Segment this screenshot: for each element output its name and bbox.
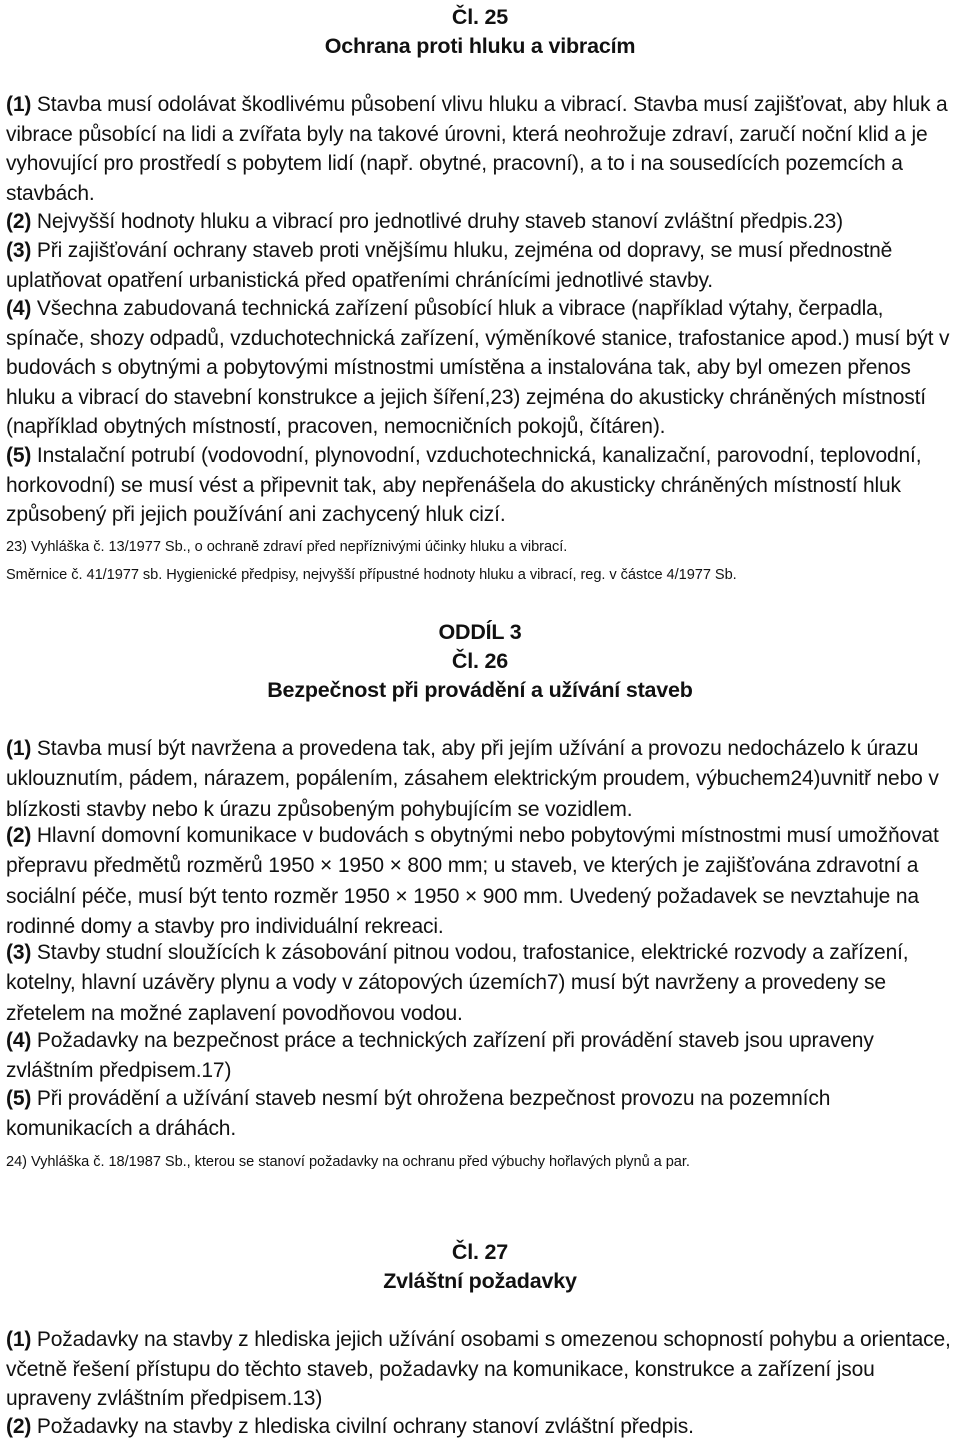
article-25-paragraph-5 — [6, 441, 956, 530]
paragraph-text: Stavba musí odolávat škodlivému působení vlivu hluku a vibrací. Stavba musí zajišťovat, aby hluk a vibrace působící na lidi a zvířata byly na takové úrovni, která neohrožuje zdraví, zaručí noční klid a je vyhovující pro prostředí s pobytem lidí (např. obytné, pracovní), a to i na sousedících pozemcích a stavbách. — [6, 93, 948, 205]
article-25-paragraph-1 — [6, 90, 956, 208]
paragraph-text: Požadavky na stavby z hlediska civilní ochrany stanoví zvláštní předpis. — [31, 1415, 694, 1438]
paragraph-number: (3) — [6, 941, 32, 964]
paragraph-number: (4) — [6, 297, 32, 320]
paragraph-number: (2) — [6, 210, 32, 233]
paragraph-text: Hlavní domovní komunikace v budovách s obytnými nebo pobytovými místnostmi musí umožňovat přepravu předmětů rozměrů 1950 × 1950 × 800 mm; u staveb, ve kterých je zajišťována zdravotní a sociální péče, musí být tento rozměr 1950 × 1950 × 900 mm. Uvedený požadavek se nevztahuje na rodinné domy a stavby pro individuální rekreaci. — [6, 824, 939, 939]
paragraph-number: (1) — [6, 93, 32, 116]
paragraph-text: Při zajišťování ochrany staveb proti vnějšímu hluku, zejména od dopravy, se musí přednostně uplatňovat opatření urbanistická před opatřeními chránícími jednotlivé stavby. — [6, 239, 893, 292]
paragraph-number: (5) — [6, 444, 32, 467]
paragraph-text: Stavby studní sloužících k zásobování pitnou vodou, trafostanice, elektrické rozvody a zařízení, kotelny, hlavní uzávěry plynu a vody v zátopových územích7) musí být navrženy a provedeny se zřetelem na možné zaplavení povodňovou vodou. — [6, 941, 909, 1025]
paragraph-number: (5) — [6, 1087, 32, 1110]
article-26-paragraph-3 — [6, 938, 956, 1029]
article-26-number: Čl. 26 — [451, 649, 509, 673]
article-27-number: Čl. 27 — [451, 1240, 509, 1264]
paragraph-text: Nejvyšší hodnoty hluku a vibrací pro jednotlivé druhy staveb stanoví zvláštní předpis.23) — [31, 210, 843, 233]
paragraph-number: (2) — [6, 824, 32, 847]
article-26-paragraph-2 — [6, 821, 956, 943]
paragraph-number: (3) — [6, 239, 32, 262]
paragraph-number: (4) — [6, 1029, 32, 1052]
article-25-paragraph-2 — [6, 207, 956, 237]
paragraph-text: Všechna zabudovaná technická zařízení působící hluk a vibrace (například výtahy, čerpadla, spínače, shozy odpadů, vzduchotechnická zařízení, výměníkové stanice, trafostanice apod.) musí být v budovách s obytnými a pobytovými místnostmi umístěna a instalována tak, aby byl omezen přenos hluku a vibrací do stavební konstrukce a jejich šíření,23) zejména do akusticky chráněných místností (například obytných místností, pracoven, nemocničních pokojů, čítáren). — [6, 297, 950, 439]
article-26-paragraph-4 — [6, 1026, 956, 1087]
footnote-23-directive: Směrnice č. 41/1977 sb. Hygienické předpisy, nejvyšší přípustné hodnoty hluku a vibrací, reg. v částce 4/1977 Sb. — [6, 567, 737, 583]
paragraph-text: Instalační potrubí (vodovodní, plynovodní, vzduchotechnická, kanalizační, parovodní, teplovodní, horkovodní) se musí vést a připevnit tak, aby nepřenášela do akusticky chráněných místností hluk způsobený při jejich používání ani zachycený hluk cizí. — [6, 444, 922, 527]
paragraph-number: (2) — [6, 1415, 32, 1438]
article-27-title: Zvláštní požadavky — [383, 1269, 577, 1293]
article-26-title: Bezpečnost při provádění a užívání staveb — [267, 678, 693, 702]
paragraph-text: Požadavky na bezpečnost práce a technických zařízení při provádění staveb jsou upraveny zvláštním předpisem.17) — [6, 1029, 874, 1083]
paragraph-text: Požadavky na stavby z hlediska jejich užívání osobami s omezenou schopností pohybu a orientace, včetně řešení přístupu do těchto staveb, požadavky na komunikace, konstrukce a zařízení jsou upraveny zvláštním předpisem.13) — [6, 1328, 951, 1411]
article-27-paragraph-2 — [6, 1412, 956, 1442]
footnote-23: 23) Vyhláška č. 13/1977 Sb., o ochraně zdraví před nepříznivými účinky hluku a vibrací. — [6, 539, 568, 555]
article-25-paragraph-4 — [6, 294, 956, 442]
article-25-title: Ochrana proti hluku a vibracím — [324, 34, 636, 58]
article-26-paragraph-1 — [6, 734, 956, 825]
article-26-paragraph-5 — [6, 1084, 956, 1145]
paragraph-number: (1) — [6, 737, 32, 760]
section-3-label: ODDÍL 3 — [438, 620, 522, 644]
footnote-24: 24) Vyhláška č. 18/1987 Sb., kterou se stanoví požadavky na ochranu před výbuchy hořlavých plynů a par. — [6, 1154, 690, 1170]
paragraph-text: Stavba musí být navržena a provedena tak, aby při jejím užívání a provozu nedocházelo k úrazu uklouznutím, pádem, nárazem, popálením, zásahem elektrickým proudem, výbuchem24)uvnitř nebo v blízkosti stavby nebo k úrazu způsobeným pohybujícím se vozidlem. — [6, 737, 939, 821]
paragraph-number: (1) — [6, 1328, 32, 1351]
paragraph-text: Při provádění a užívání staveb nesmí být ohrožena bezpečnost provozu na pozemních komunikacích a dráhách. — [6, 1087, 831, 1141]
article-25-paragraph-3 — [6, 236, 956, 295]
article-25-number: Čl. 25 — [451, 5, 509, 29]
article-27-paragraph-1 — [6, 1325, 956, 1414]
